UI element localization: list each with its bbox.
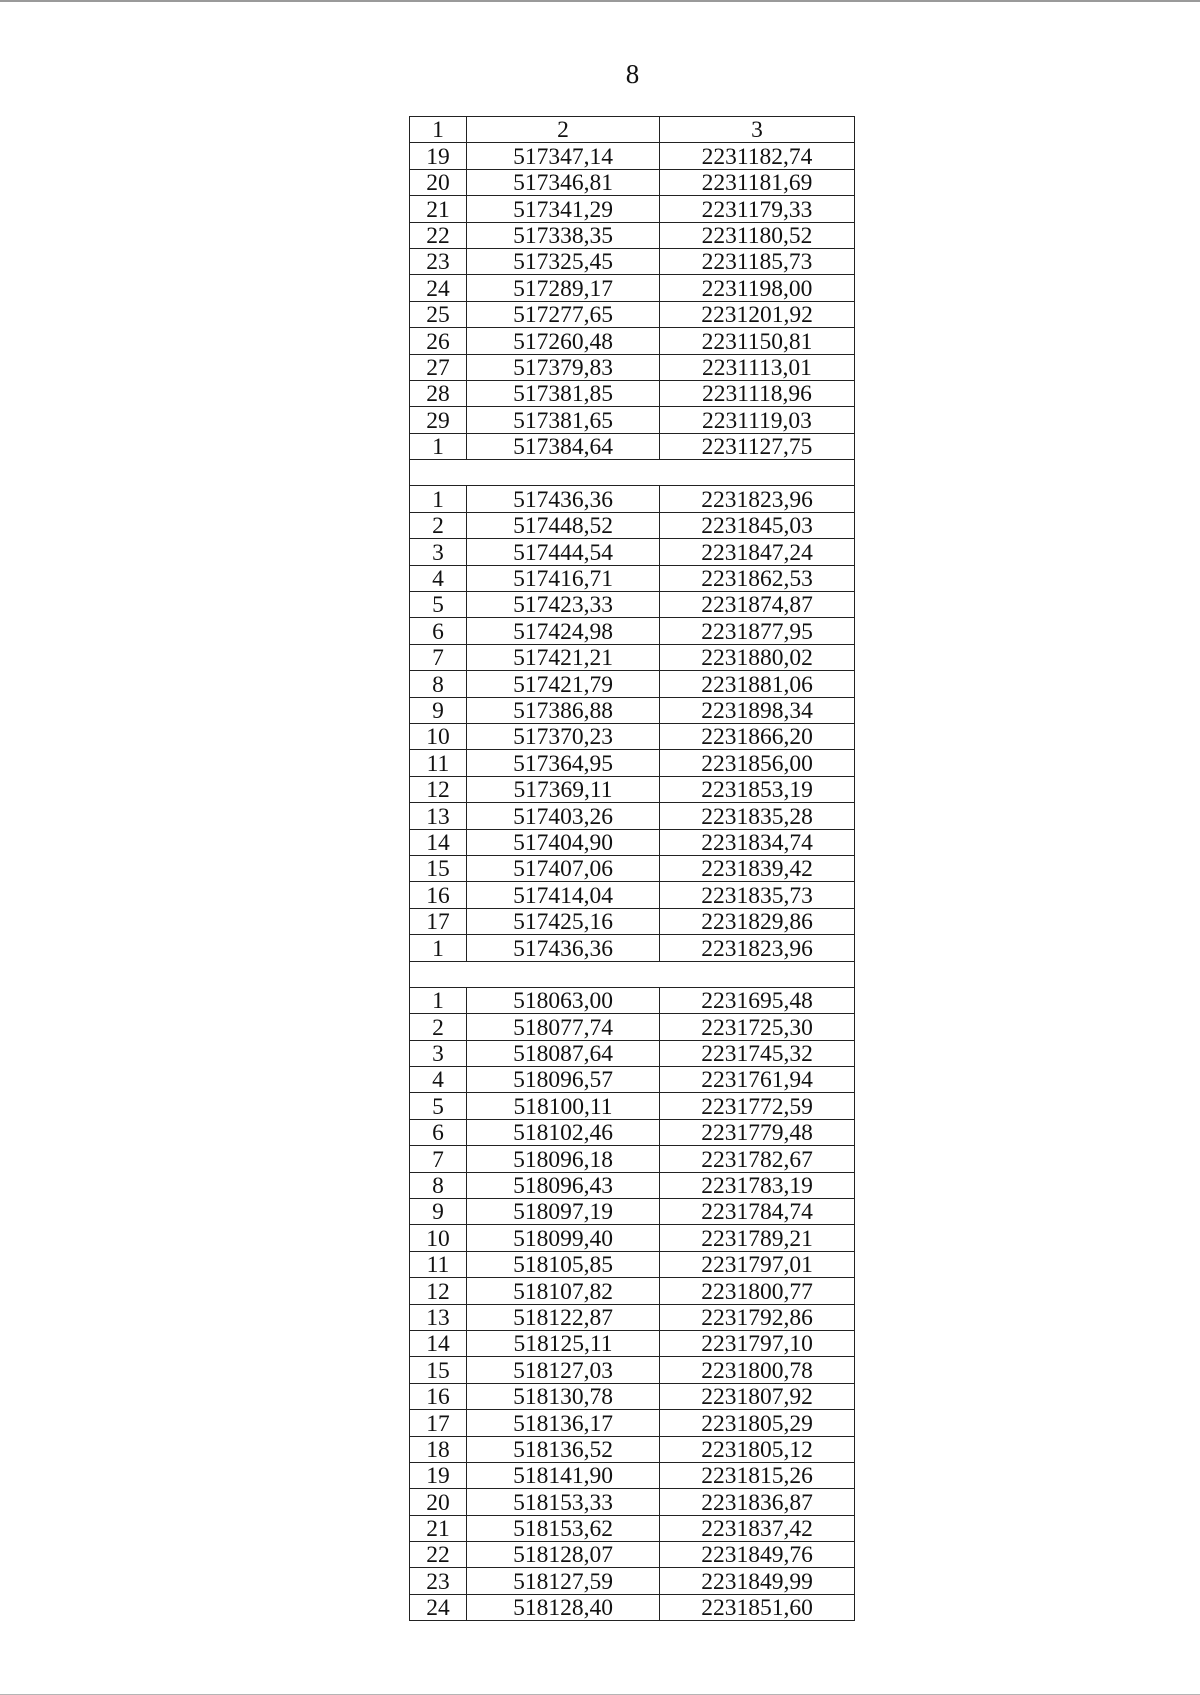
cell-x-coordinate: 517448,52	[467, 512, 660, 538]
cell-y-coordinate: 2231185,73	[660, 248, 855, 274]
cell-point-number: 28	[410, 380, 467, 406]
cell-point-number: 1	[410, 433, 467, 459]
cell-point-number: 12	[410, 1278, 467, 1304]
cell-x-coordinate: 518107,82	[467, 1278, 660, 1304]
table-row	[410, 1225, 855, 1251]
cell-point-number: 5	[410, 592, 467, 618]
table-row	[410, 1436, 855, 1462]
cell-x-coordinate: 517384,64	[467, 433, 660, 459]
table-row	[410, 1251, 855, 1277]
cell-point-number: 22	[410, 1542, 467, 1568]
cell-point-number: 9	[410, 697, 467, 723]
table-row	[410, 433, 855, 459]
cell-x-coordinate: 518136,52	[467, 1436, 660, 1462]
cell-point-number: 18	[410, 1436, 467, 1462]
table-row	[410, 1119, 855, 1145]
cell-y-coordinate: 2231829,86	[660, 908, 855, 934]
cell-y-coordinate: 2231805,12	[660, 1436, 855, 1462]
cell-point-number: 11	[410, 1251, 467, 1277]
cell-x-coordinate: 518097,19	[467, 1199, 660, 1225]
cell-x-coordinate: 518100,11	[467, 1093, 660, 1119]
cell-x-coordinate: 517325,45	[467, 248, 660, 274]
cell-point-number: 27	[410, 354, 467, 380]
cell-y-coordinate: 2231839,42	[660, 855, 855, 881]
section-separator-cell	[410, 460, 855, 486]
cell-point-number: 26	[410, 328, 467, 354]
table-row	[410, 539, 855, 565]
cell-point-number: 6	[410, 1119, 467, 1145]
cell-y-coordinate: 2231862,53	[660, 565, 855, 591]
cell-y-coordinate: 2231797,10	[660, 1330, 855, 1356]
table-row	[410, 882, 855, 908]
cell-y-coordinate: 2231815,26	[660, 1462, 855, 1488]
table-row	[410, 1515, 855, 1541]
cell-point-number: 16	[410, 882, 467, 908]
table-row	[410, 222, 855, 248]
cell-y-coordinate: 2231835,73	[660, 882, 855, 908]
cell-point-number: 24	[410, 1594, 467, 1620]
table-row	[410, 354, 855, 380]
header-cell-point: 1	[410, 117, 467, 143]
cell-x-coordinate: 517444,54	[467, 539, 660, 565]
table-row	[410, 143, 855, 169]
cell-x-coordinate: 518122,87	[467, 1304, 660, 1330]
cell-y-coordinate: 2231835,28	[660, 803, 855, 829]
cell-y-coordinate: 2231789,21	[660, 1225, 855, 1251]
table-row	[410, 486, 855, 512]
table-row	[410, 380, 855, 406]
cell-y-coordinate: 2231180,52	[660, 222, 855, 248]
cell-x-coordinate: 518128,07	[467, 1542, 660, 1568]
cell-y-coordinate: 2231127,75	[660, 433, 855, 459]
cell-point-number: 20	[410, 1489, 467, 1515]
header-cell-x: 2	[467, 117, 660, 143]
cell-y-coordinate: 2231856,00	[660, 750, 855, 776]
cell-point-number: 5	[410, 1093, 467, 1119]
cell-x-coordinate: 517436,36	[467, 486, 660, 512]
cell-y-coordinate: 2231836,87	[660, 1489, 855, 1515]
cell-x-coordinate: 517424,98	[467, 618, 660, 644]
cell-point-number: 17	[410, 1410, 467, 1436]
cell-point-number: 1	[410, 486, 467, 512]
table-row	[410, 723, 855, 749]
cell-x-coordinate: 517341,29	[467, 196, 660, 222]
table-row	[410, 407, 855, 433]
cell-x-coordinate: 518125,11	[467, 1330, 660, 1356]
cell-x-coordinate: 517370,23	[467, 723, 660, 749]
cell-y-coordinate: 2231834,74	[660, 829, 855, 855]
cell-x-coordinate: 518105,85	[467, 1251, 660, 1277]
cell-point-number: 22	[410, 222, 467, 248]
table-row	[410, 169, 855, 195]
cell-point-number: 1	[410, 987, 467, 1013]
cell-x-coordinate: 518128,40	[467, 1594, 660, 1620]
cell-point-number: 7	[410, 1146, 467, 1172]
table-row	[410, 565, 855, 591]
cell-point-number: 23	[410, 248, 467, 274]
cell-y-coordinate: 2231119,03	[660, 407, 855, 433]
cell-x-coordinate: 517414,04	[467, 882, 660, 908]
cell-y-coordinate: 2231695,48	[660, 987, 855, 1013]
table-row	[410, 671, 855, 697]
cell-y-coordinate: 2231181,69	[660, 169, 855, 195]
table-row	[410, 301, 855, 327]
cell-y-coordinate: 2231849,76	[660, 1542, 855, 1568]
cell-y-coordinate: 2231779,48	[660, 1119, 855, 1145]
cell-y-coordinate: 2231113,01	[660, 354, 855, 380]
coordinates-table	[409, 116, 855, 1621]
cell-point-number: 1	[410, 935, 467, 961]
table-row	[410, 829, 855, 855]
section-separator-row	[410, 961, 855, 987]
table-row	[410, 592, 855, 618]
cell-point-number: 11	[410, 750, 467, 776]
table-row	[410, 803, 855, 829]
table-row	[410, 1462, 855, 1488]
cell-y-coordinate: 2231823,96	[660, 935, 855, 961]
cell-x-coordinate: 518102,46	[467, 1119, 660, 1145]
cell-point-number: 2	[410, 1014, 467, 1040]
cell-point-number: 8	[410, 671, 467, 697]
cell-y-coordinate: 2231118,96	[660, 380, 855, 406]
cell-y-coordinate: 2231182,74	[660, 143, 855, 169]
cell-y-coordinate: 2231807,92	[660, 1383, 855, 1409]
page-number: 8	[625, 59, 640, 89]
table-row	[410, 618, 855, 644]
coordinates-table-body	[410, 117, 855, 1621]
cell-point-number: 29	[410, 407, 467, 433]
cell-point-number: 3	[410, 1040, 467, 1066]
cell-y-coordinate: 2231881,06	[660, 671, 855, 697]
cell-x-coordinate: 517421,21	[467, 644, 660, 670]
table-row	[410, 644, 855, 670]
cell-x-coordinate: 518127,59	[467, 1568, 660, 1594]
cell-point-number: 4	[410, 565, 467, 591]
cell-y-coordinate: 2231784,74	[660, 1199, 855, 1225]
cell-point-number: 13	[410, 803, 467, 829]
cell-x-coordinate: 517277,65	[467, 301, 660, 327]
table-row	[410, 1410, 855, 1436]
table-row	[410, 1489, 855, 1515]
cell-y-coordinate: 2231898,34	[660, 697, 855, 723]
cell-y-coordinate: 2231800,77	[660, 1278, 855, 1304]
table-row	[410, 1172, 855, 1198]
cell-point-number: 10	[410, 1225, 467, 1251]
cell-y-coordinate: 2231847,24	[660, 539, 855, 565]
cell-y-coordinate: 2231772,59	[660, 1093, 855, 1119]
table-row	[410, 935, 855, 961]
cell-y-coordinate: 2231805,29	[660, 1410, 855, 1436]
cell-point-number: 25	[410, 301, 467, 327]
cell-point-number: 8	[410, 1172, 467, 1198]
cell-y-coordinate: 2231849,99	[660, 1568, 855, 1594]
table-row	[410, 908, 855, 934]
cell-x-coordinate: 517338,35	[467, 222, 660, 248]
cell-x-coordinate: 517289,17	[467, 275, 660, 301]
cell-point-number: 21	[410, 196, 467, 222]
cell-y-coordinate: 2231782,67	[660, 1146, 855, 1172]
cell-x-coordinate: 517436,36	[467, 935, 660, 961]
header-cell-y: 3	[660, 117, 855, 143]
cell-point-number: 7	[410, 644, 467, 670]
cell-x-coordinate: 518127,03	[467, 1357, 660, 1383]
cell-x-coordinate: 517386,88	[467, 697, 660, 723]
cell-x-coordinate: 518077,74	[467, 1014, 660, 1040]
cell-point-number: 19	[410, 1462, 467, 1488]
table-row	[410, 1542, 855, 1568]
table-row	[410, 1199, 855, 1225]
table-row	[410, 987, 855, 1013]
cell-point-number: 4	[410, 1067, 467, 1093]
cell-y-coordinate: 2231845,03	[660, 512, 855, 538]
table-row	[410, 1278, 855, 1304]
cell-x-coordinate: 518141,90	[467, 1462, 660, 1488]
cell-y-coordinate: 2231853,19	[660, 776, 855, 802]
cell-y-coordinate: 2231201,92	[660, 301, 855, 327]
table-row	[410, 1383, 855, 1409]
cell-x-coordinate: 518136,17	[467, 1410, 660, 1436]
cell-y-coordinate: 2231797,01	[660, 1251, 855, 1277]
cell-point-number: 13	[410, 1304, 467, 1330]
table-row	[410, 1594, 855, 1620]
cell-point-number: 6	[410, 618, 467, 644]
cell-point-number: 14	[410, 829, 467, 855]
cell-point-number: 20	[410, 169, 467, 195]
cell-x-coordinate: 517381,65	[467, 407, 660, 433]
table-row	[410, 512, 855, 538]
section-separator-row	[410, 460, 855, 486]
cell-point-number: 15	[410, 1357, 467, 1383]
table-row	[410, 1568, 855, 1594]
table-row	[410, 1330, 855, 1356]
table-row	[410, 248, 855, 274]
cell-point-number: 23	[410, 1568, 467, 1594]
cell-point-number: 21	[410, 1515, 467, 1541]
cell-point-number: 14	[410, 1330, 467, 1356]
table-row	[410, 1304, 855, 1330]
cell-point-number: 15	[410, 855, 467, 881]
cell-point-number: 2	[410, 512, 467, 538]
table-row	[410, 750, 855, 776]
cell-y-coordinate: 2231837,42	[660, 1515, 855, 1541]
cell-x-coordinate: 517369,11	[467, 776, 660, 802]
table-row	[410, 855, 855, 881]
cell-y-coordinate: 2231792,86	[660, 1304, 855, 1330]
scan-edge-top	[0, 0, 1200, 2]
cell-point-number: 17	[410, 908, 467, 934]
cell-point-number: 10	[410, 723, 467, 749]
table-row	[410, 1357, 855, 1383]
cell-x-coordinate: 517404,90	[467, 829, 660, 855]
cell-x-coordinate: 517407,06	[467, 855, 660, 881]
cell-x-coordinate: 517347,14	[467, 143, 660, 169]
cell-x-coordinate: 518130,78	[467, 1383, 660, 1409]
cell-point-number: 24	[410, 275, 467, 301]
cell-x-coordinate: 517421,79	[467, 671, 660, 697]
cell-y-coordinate: 2231179,33	[660, 196, 855, 222]
cell-point-number: 9	[410, 1199, 467, 1225]
cell-point-number: 16	[410, 1383, 467, 1409]
cell-x-coordinate: 517260,48	[467, 328, 660, 354]
cell-x-coordinate: 517346,81	[467, 169, 660, 195]
table-row	[410, 1040, 855, 1066]
cell-y-coordinate: 2231745,32	[660, 1040, 855, 1066]
cell-x-coordinate: 517423,33	[467, 592, 660, 618]
cell-point-number: 19	[410, 143, 467, 169]
cell-x-coordinate: 517425,16	[467, 908, 660, 934]
table-row	[410, 275, 855, 301]
cell-x-coordinate: 517381,85	[467, 380, 660, 406]
cell-y-coordinate: 2231851,60	[660, 1594, 855, 1620]
table-row	[410, 1014, 855, 1040]
cell-x-coordinate: 517416,71	[467, 565, 660, 591]
cell-x-coordinate: 518099,40	[467, 1225, 660, 1251]
cell-y-coordinate: 2231880,02	[660, 644, 855, 670]
cell-x-coordinate: 518096,43	[467, 1172, 660, 1198]
cell-x-coordinate: 517403,26	[467, 803, 660, 829]
cell-point-number: 12	[410, 776, 467, 802]
section-separator-cell	[410, 961, 855, 987]
cell-y-coordinate: 2231725,30	[660, 1014, 855, 1040]
cell-y-coordinate: 2231866,20	[660, 723, 855, 749]
cell-x-coordinate: 518087,64	[467, 1040, 660, 1066]
cell-x-coordinate: 517379,83	[467, 354, 660, 380]
cell-y-coordinate: 2231150,81	[660, 328, 855, 354]
cell-x-coordinate: 518096,18	[467, 1146, 660, 1172]
table-row	[410, 196, 855, 222]
table-row	[410, 697, 855, 723]
table-row	[410, 1146, 855, 1172]
cell-y-coordinate: 2231800,78	[660, 1357, 855, 1383]
table-header-row	[410, 117, 855, 143]
cell-y-coordinate: 2231874,87	[660, 592, 855, 618]
cell-x-coordinate: 518063,00	[467, 987, 660, 1013]
cell-y-coordinate: 2231198,00	[660, 275, 855, 301]
cell-y-coordinate: 2231823,96	[660, 486, 855, 512]
cell-x-coordinate: 518153,33	[467, 1489, 660, 1515]
cell-y-coordinate: 2231761,94	[660, 1067, 855, 1093]
cell-y-coordinate: 2231783,19	[660, 1172, 855, 1198]
cell-x-coordinate: 518153,62	[467, 1515, 660, 1541]
cell-point-number: 3	[410, 539, 467, 565]
cell-x-coordinate: 517364,95	[467, 750, 660, 776]
table-row	[410, 776, 855, 802]
cell-y-coordinate: 2231877,95	[660, 618, 855, 644]
cell-x-coordinate: 518096,57	[467, 1067, 660, 1093]
table-row	[410, 1093, 855, 1119]
table-row	[410, 328, 855, 354]
table-row	[410, 1067, 855, 1093]
